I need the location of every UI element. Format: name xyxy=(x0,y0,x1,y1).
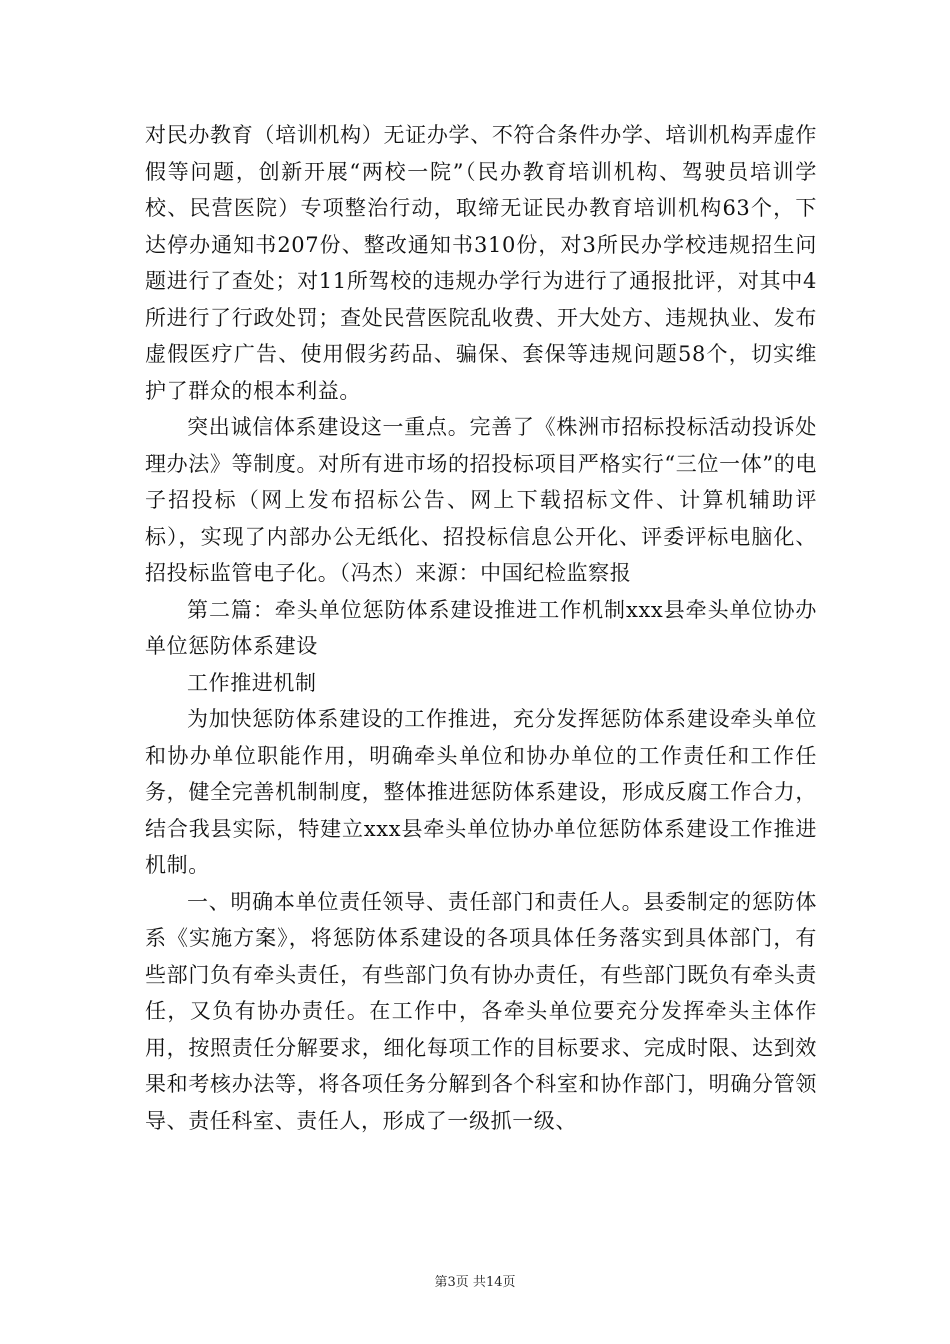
paragraph-2: 突出诚信体系建设这一重点。完善了《株洲市招标投标活动投诉处理办法》等制度。对所有进市场的招投标项目严格实行“三位一体”的电子招投标（网上发布招标公告、网上下载招标文件、计算机辅助评标），实现了内部办公无纸化、招投标信息公开化、评委评标电脑化、招投标监管电子化。（冯杰）来源：中国纪检监察报 xyxy=(145,415,817,585)
document-body xyxy=(145,117,817,1139)
section-subheading: 工作推进机制 xyxy=(187,670,317,695)
footer-prefix: 第 xyxy=(434,1275,448,1290)
footer-suffix: 页 xyxy=(502,1275,516,1290)
paragraph-1: 对民办教育（培训机构）无证办学、不符合条件办学、培训机构弄虚作假等问题，创新开展“两校一院”（民办教育培训机构、驾驶员培训学校、民营医院）专项整治行动，取缔无证民办教育培训机构63个，下达停办通知书207份、整改通知书310份，对3所民办学校违规招生问题进行了查处；对11所驾校的违规办学行为进行了通报批评，对其中4所进行了行政处罚；查处民营医院乱收费、开大处方、违规执业、发布虚假医疗广告、使用假劣药品、骗保、套保等违规问题58个，切实维护了群众的根本利益。 xyxy=(145,123,817,403)
footer-middle: 页 共 xyxy=(455,1275,486,1290)
paragraph-3: 为加快惩防体系建设的工作推进，充分发挥惩防体系建设牵头单位和协办单位职能作用，明确牵头单位和协办单位的工作责任和工作任务，健全完善机制制度，整体推进惩防体系建设，形成反腐工作合力，结合我县实际，特建立xxx县牵头单位协办单位惩防体系建设工作推进机制。 xyxy=(145,707,817,877)
page-footer xyxy=(0,1275,950,1291)
footer-total-pages: 14 xyxy=(485,1275,503,1290)
footer-page-number: 3 xyxy=(447,1275,456,1290)
paragraph-4: 一、明确本单位责任领导、责任部门和责任人。县委制定的惩防体系《实施方案》，将惩防体系建设的各项具体任务落实到具体部门，有些部门负有牵头责任，有些部门负有协办责任，有些部门既负有牵头责任，又负有协办责任。在工作中，各牵头单位要充分发挥牵头主体作用，按照责任分解要求，细化每项工作的目标要求、完成时限、达到效果和考核办法等，将各项任务分解到各个科室和协作部门，明确分管领导、责任科室、责任人，形成了一级抓一级、 xyxy=(145,889,817,1133)
section-heading: 第二篇：牵头单位惩防体系建设推进工作机制xxx县牵头单位协办单位惩防体系建设 xyxy=(145,597,817,658)
